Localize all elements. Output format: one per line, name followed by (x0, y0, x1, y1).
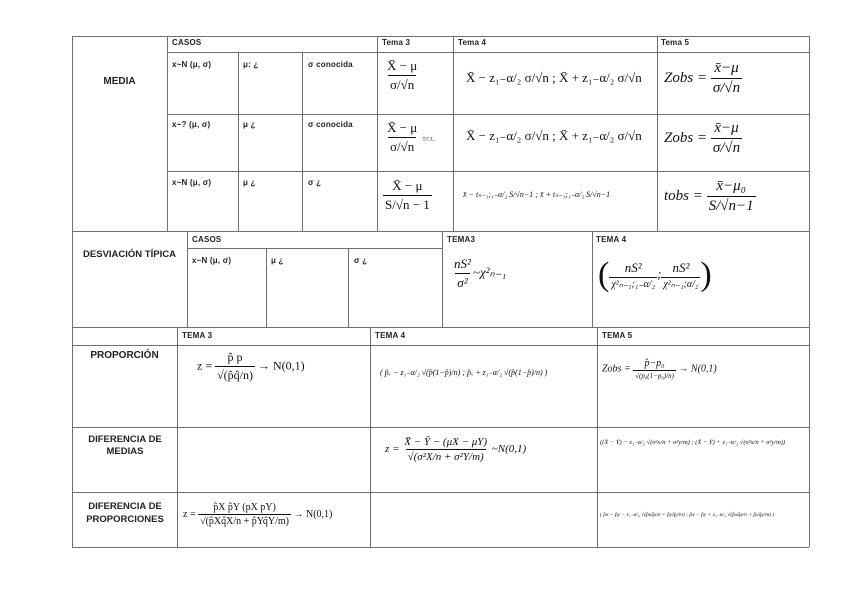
case-mu: μ: ¿ (243, 60, 259, 69)
formula-tema4: x̄ − tₙ₋₁;₁₋α/₂ S/√n−1 ; x̄ + tₙ₋₁;₁₋α/₂ S/√n−1 (463, 190, 611, 199)
formula-tema5: ((X̄ − Ȳ) − z₁₋α/₂ √(σ²x/n + σ²y/m) ; (X̄ − Ȳ) + z₁₋α/₂ √(σ²x/n + σ²y/m)) (600, 439, 786, 446)
header-tema4: TEMA 4 (596, 235, 627, 244)
case-sigma: σ ¿ (354, 256, 368, 265)
formula-tema4: ( $\frac{\text{nS²}}{\text{χ²ₙ₋₁;₁₋α/₂}}$ ; $\frac{\text{nS²}}{\text{χ²ₙ₋₁;α/₂}}$ ) (598, 256, 712, 293)
formula-tema4: z = $\frac{X̄ - Ȳ - (\mu X - \mu Y)}{\text{√(σ²X/n + σ²Y/m)}}$ ~N(0,1) (385, 436, 527, 463)
row-label-desviacion: DESVIACIÓN TÍPICA (83, 249, 176, 260)
formula-tema5: Zobs = $\frac{\text{p̂−p₀}}{\text{√(p₀(1−p₀)/n)}}$ → N(0,1) (602, 358, 717, 380)
formula-tema5: tobs = $\frac{\text{x̄−μ₀}}{S/√n-1}$ (664, 178, 754, 214)
case-mu: μ ¿ (243, 120, 256, 129)
header-tema3: Tema 3 (382, 38, 411, 47)
header-tema4: TEMA 4 (375, 331, 406, 340)
header-tema3: TEMA 3 (182, 331, 213, 340)
case-mu: μ ¿ (243, 178, 256, 187)
formula-tema4: X̄ − z₁₋α/₂ σ/√n ; X̄ + z₁₋α/₂ σ/√n (466, 70, 642, 85)
formula-tema3: z = $\frac{p̂ p}{√(p̂q̂/n)}$ → N(0,1) (197, 350, 305, 382)
header-tema5: Tema 5 (661, 38, 690, 47)
header-tema3: TEMA3 (447, 235, 476, 244)
formula-tema4: X̄ − z₁₋α/₂ σ/√n ; X̄ + z₁₋α/₂ σ/√n (466, 128, 642, 143)
formula-tema5: Zobs = $\frac{x̄-\mu}{\sigma/√n}$ (664, 60, 741, 96)
case-distribution: x~N (μ, σ) (192, 256, 232, 265)
row-label-media: MEDIA (103, 76, 136, 87)
case-mu: μ ¿ (271, 256, 284, 265)
formula-tema4: ( p̂ₓ − z₁₋α/₂ √(p̂(1−p̂)/n) ; p̂ₓ + z₁₋α/₂ √(p̂(1−p̂)/n) ) (380, 368, 548, 377)
formula-tema3: $\frac{X̄ - \mu}{S/√n - 1}$ (385, 178, 430, 212)
header-tema5: TEMA 5 (602, 331, 633, 340)
formula-tema3: $\frac{X̄ - \mu}{\sigma/√n}$ (387, 58, 418, 92)
case-distribution: x~N (μ, σ) (172, 60, 212, 69)
case-distribution: x~? (μ, σ) (172, 120, 211, 129)
tcl-note: T.C.L. (422, 137, 436, 143)
row-label-diferencia-proporciones: DIFERENCIA DE PROPORCIONES (86, 501, 164, 525)
header-casos: CASOS (172, 38, 202, 47)
case-sigma: σ ¿ (308, 178, 322, 187)
formula-tema3: $\frac{X̄ - \mu}{\sigma/√n}$ T.C.L. (387, 120, 436, 154)
case-sigma: σ conocida (308, 120, 353, 129)
formula-tema3: $\frac{\text{nS²}}{\text{σ²}}$ ~χ²ₙ₋₁ (454, 256, 507, 290)
formula-tema5: Zobs = $\frac{x̄-\mu}{\sigma/√n}$ (664, 120, 741, 156)
formula-tema3: z = $\frac{\text{p̂X p̂Y (pX pY)}}{√(p̂Xq̂X/n + p̂Yq̂Y/m)}$ → N(0,1) (183, 502, 333, 527)
row-label-diferencia-medias: DIFERENCIA DE MEDIAS (88, 434, 162, 457)
header-tema4: Tema 4 (458, 38, 487, 47)
header-casos: CASOS (192, 235, 222, 244)
formula-tema5: ( p̂x − p̂y − z₁₋α/₂ √(p̂xq̂x/n + p̂yq̂y/m) ; p̂x − p̂y + z₁₋α/₂ √(p̂xq̂x/n + p̂yq̂y/m) ) (600, 512, 775, 518)
case-sigma: σ conocida (308, 60, 353, 69)
case-distribution: x~N (μ, σ) (172, 178, 212, 187)
row-label-proporcion: PROPORCIÓN (90, 350, 159, 361)
